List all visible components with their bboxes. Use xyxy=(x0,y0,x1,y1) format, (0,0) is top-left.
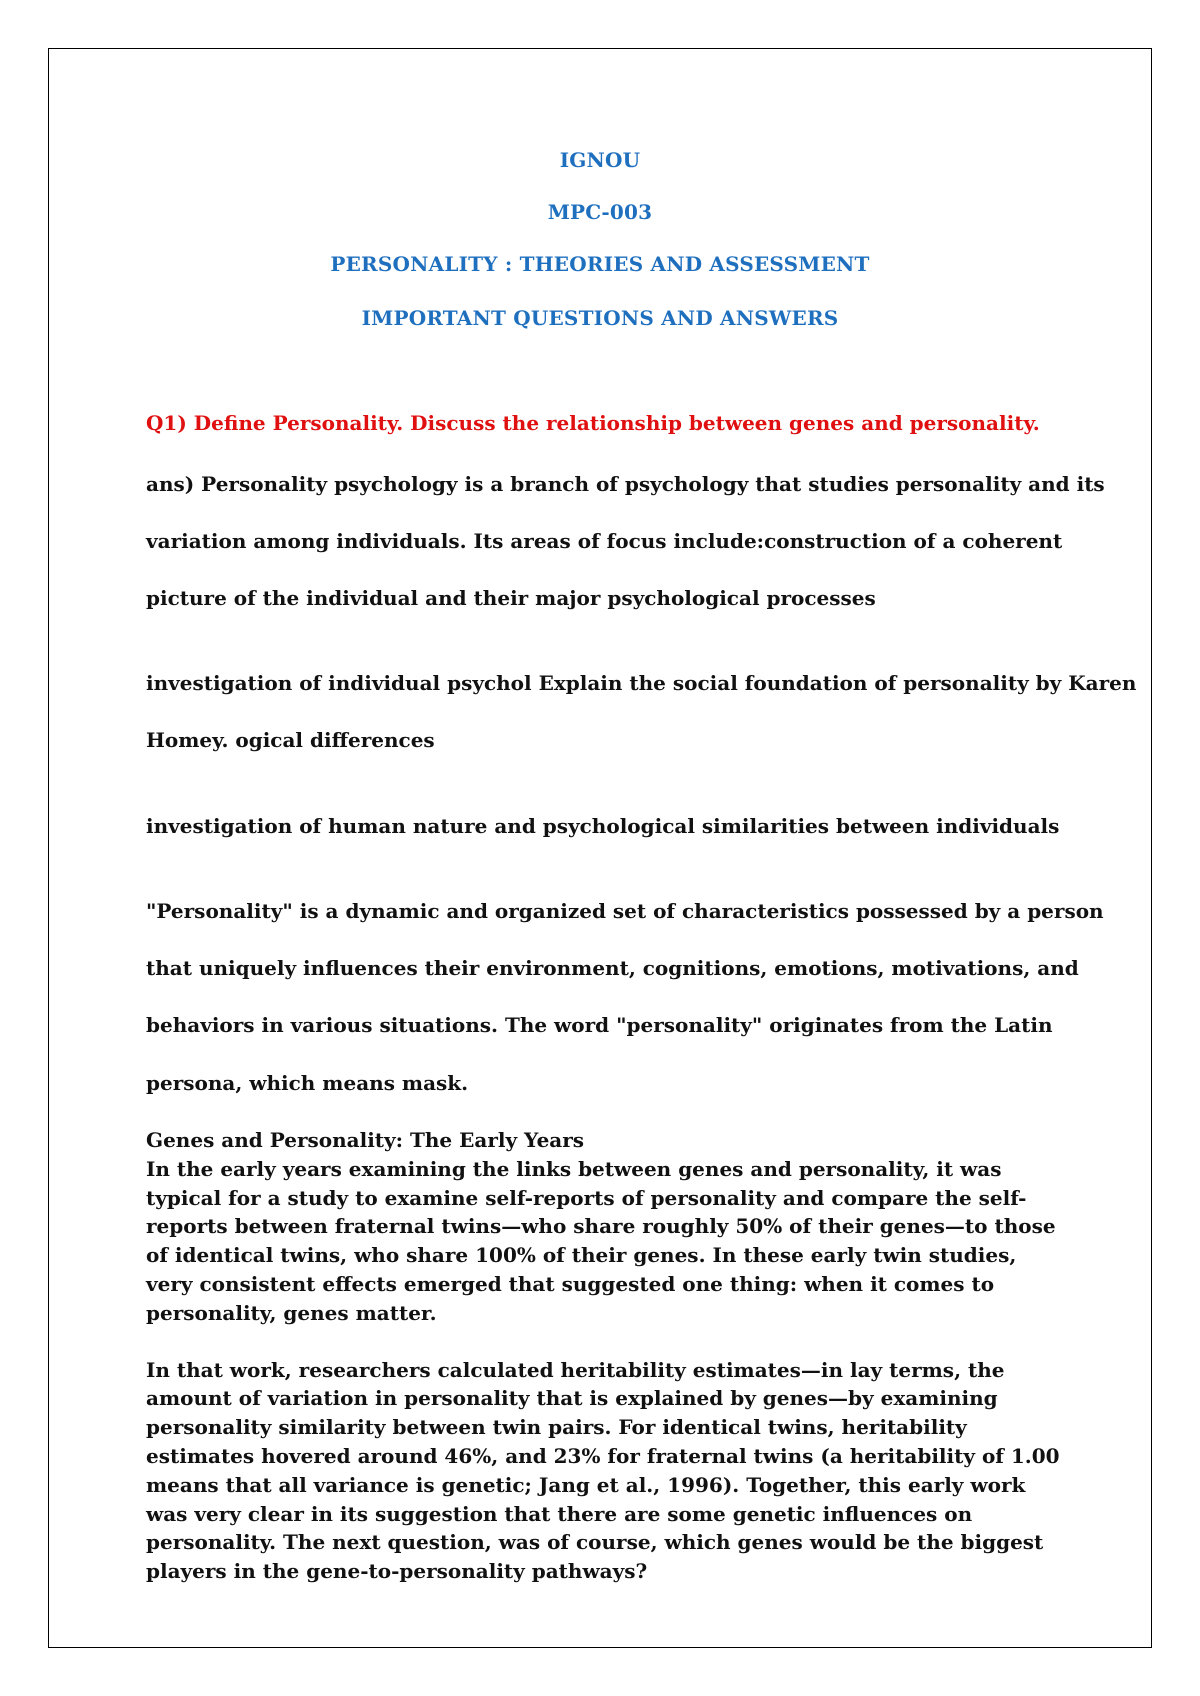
header-ignou: IGNOU xyxy=(559,148,641,172)
answer-line: behaviors in various situations. The word "personality" originates from the Latin xyxy=(146,1013,1053,1037)
header-subtitle: IMPORTANT QUESTIONS AND ANSWERS xyxy=(361,306,839,330)
answer-line: variation among individuals. Its areas of focus include:construction of a coherent xyxy=(146,529,1063,553)
answer-line: picture of the individual and their major psychological processes xyxy=(146,586,876,610)
answer-line: that uniquely influences their environment, cognitions, emotions, motivations, and xyxy=(146,956,1079,980)
answer-line: "Personality" is a dynamic and organized set of characteristics possessed by a person xyxy=(146,899,1104,923)
answer-line: investigation of individual psychol Explain the social foundation of personality by Karen xyxy=(146,671,1137,695)
answer-line: Homey. ogical differences xyxy=(146,728,435,752)
header-course-code: MPC-003 xyxy=(547,200,653,224)
answer-line: investigation of human nature and psychological similarities between individuals xyxy=(146,814,1060,838)
header-course-title: PERSONALITY : THEORIES AND ASSESSMENT xyxy=(330,252,870,276)
answer-line: ans) Personality psychology is a branch of psychology that studies personality and its xyxy=(146,472,1105,496)
answer-line: persona, which means mask. xyxy=(146,1071,469,1095)
section-paragraph-2: In that work, researchers calculated heritability estimates—in lay terms, the amount of variation in personality that is explained by genes—by examining personality similarity between twin pairs. For identical twins, heritability estimates hovered around 46%, and 23% for fraternal twins (a heritability of 1.00 means that all variance is genetic; Jang et al., 1996). Together, this early work was very clear in its suggestion that there are some genetic influences on personality. The next question, was of course, which genes would be the biggest players in the gene-to-personality pathways? xyxy=(146,1357,1060,1584)
genes-section xyxy=(146,1126,1066,1586)
question-1: Q1) Define Personality. Discuss the relationship between genes and personality. xyxy=(146,411,1040,435)
section-heading: Genes and Personality: The Early Years xyxy=(146,1128,585,1152)
section-paragraph-1: In the early years examining the links between genes and personality, it was typical for a study to examine self-reports of personality and compare the self-reports between fraternal twins—who share roughly 50% of their genes—to those of identical twins, who share 100% of their genes. In these early twin studies, very consistent effects emerged that suggested one thing: when it comes to personality, genes matter. xyxy=(146,1156,1056,1325)
